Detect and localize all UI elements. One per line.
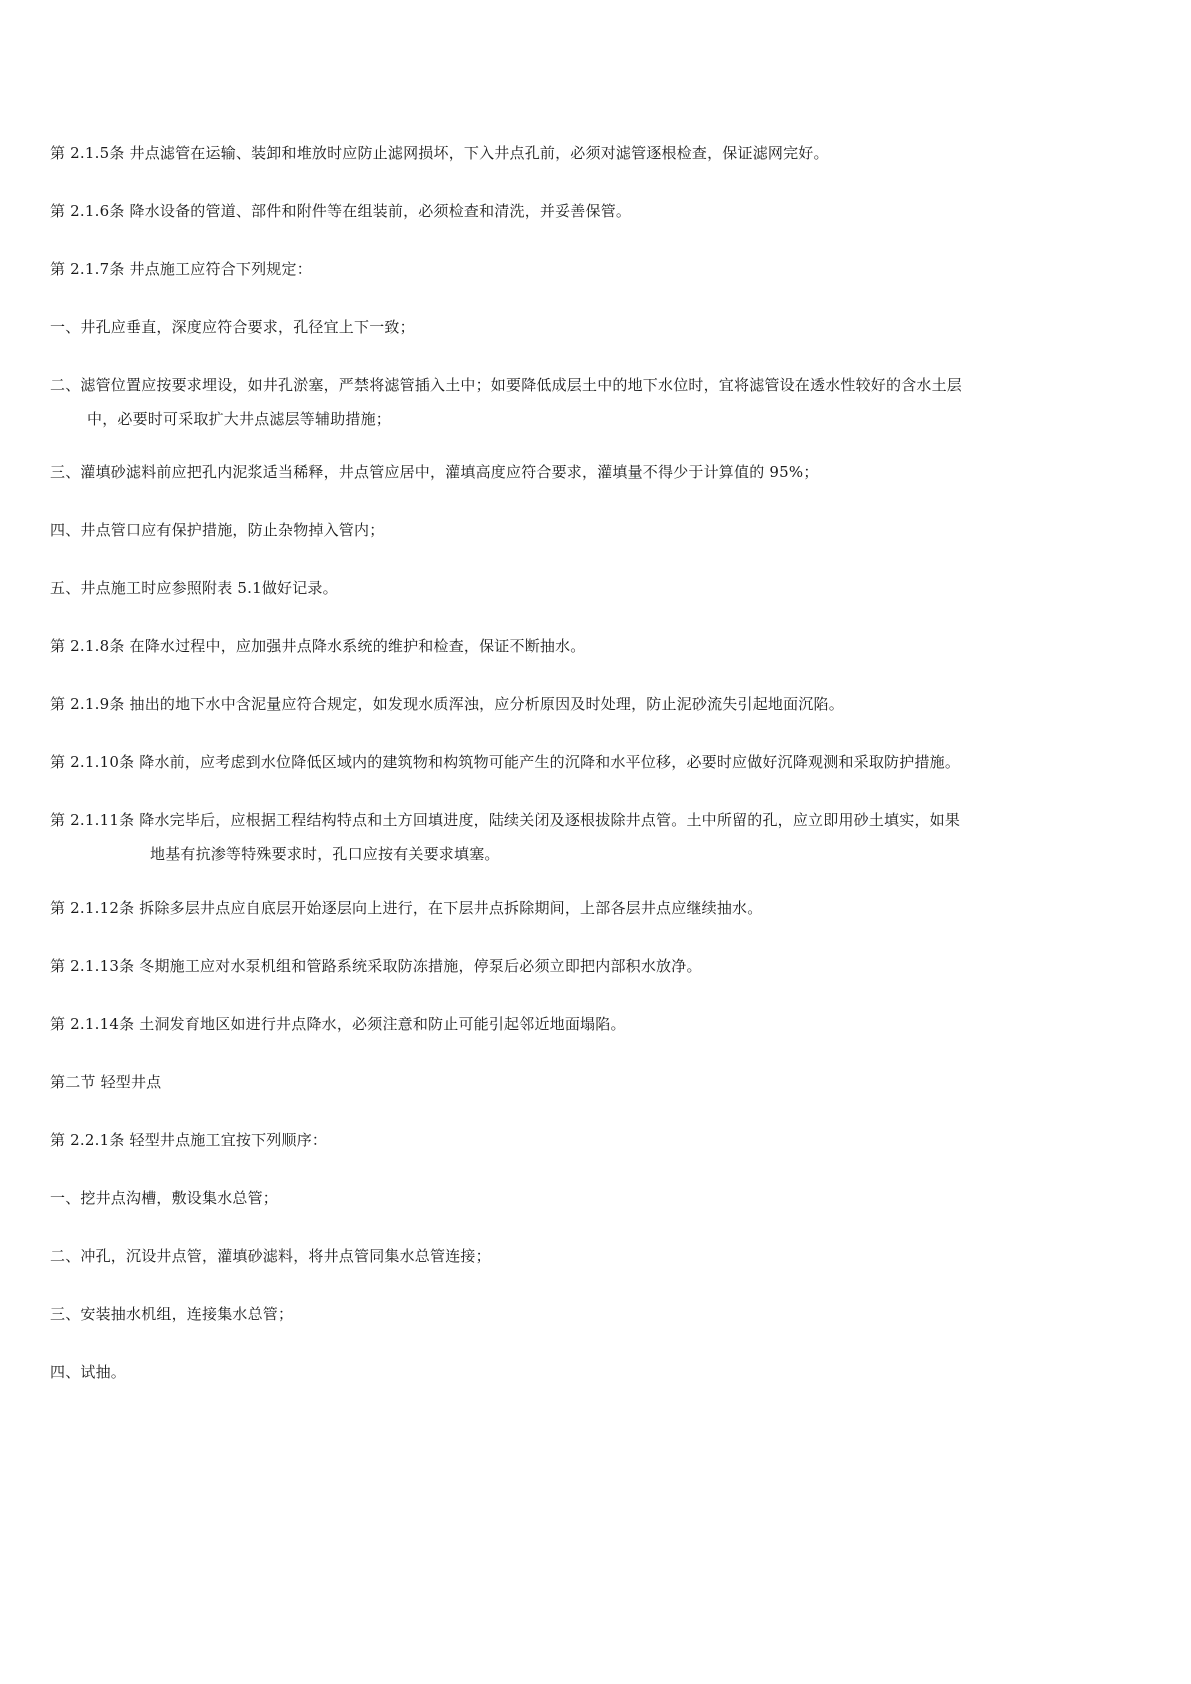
step-item-3: 三、安装抽水机组，连接集水总管； bbox=[50, 1305, 294, 1323]
paragraph-2-1-11 bbox=[50, 803, 1140, 871]
paragraph-2-1-12: 第 2.1.12条 拆除多层井点应自底层开始逐层向上进行，在下层井点拆除期间，上部各层井点应继续抽水。 bbox=[50, 899, 763, 917]
paragraph-2-2-1: 第 2.2.1条 轻型井点施工宜按下列顺序： bbox=[50, 1131, 328, 1149]
paragraph-2-1-11-line1: 第 2.1.11条 降水完毕后，应根据工程结构特点和土方回填进度，陆续关闭及逐根拔除井点管。土中所留的孔，应立即用砂土填实，如果 bbox=[50, 811, 961, 829]
list-item-2-line1: 二、滤管位置应按要求埋设，如井孔淤塞，严禁将滤管插入土中；如要降低成层土中的地下水位时，宜将滤管设在透水性较好的含水土层 bbox=[50, 376, 963, 394]
list-item-5: 五、井点施工时应参照附表 5.1做好记录。 bbox=[50, 579, 338, 597]
list-item-4: 四、井点管口应有保护措施，防止杂物掉入管内； bbox=[50, 521, 385, 539]
list-item-3: 三、灌填砂滤料前应把孔内泥浆适当稀释，井点管应居中，灌填高度应符合要求，灌填量不得少于计算值的 95%； bbox=[50, 463, 819, 481]
paragraph-2-1-5: 第 2.1.5条 井点滤管在运输、装卸和堆放时应防止滤网损坏，下入井点孔前，必须对滤管逐根检查，保证滤网完好。 bbox=[50, 144, 829, 162]
paragraph-2-1-14: 第 2.1.14条 土洞发育地区如进行井点降水，必须注意和防止可能引起邻近地面塌陷。 bbox=[50, 1015, 626, 1033]
paragraph-2-1-6: 第 2.1.6条 降水设备的管道、部件和附件等在组装前，必须检查和清洗，并妥善保管。 bbox=[50, 202, 632, 220]
paragraph-2-1-8: 第 2.1.8条 在降水过程中，应加强井点降水系统的维护和检查，保证不断抽水。 bbox=[50, 637, 586, 655]
step-item-2: 二、冲孔，沉设井点管，灌填砂滤料，将井点管同集水总管连接； bbox=[50, 1247, 491, 1265]
step-item-1: 一、挖井点沟槽，敷设集水总管； bbox=[50, 1189, 279, 1207]
section-heading: 第二节 轻型井点 bbox=[50, 1073, 162, 1091]
paragraph-2-1-11-line2: 地基有抗渗等特殊要求时，孔口应按有关要求填塞。 bbox=[150, 845, 500, 863]
list-item-2-line2: 中，必要时可采取扩大井点滤层等辅助措施； bbox=[87, 410, 392, 428]
paragraph-2-1-7: 第 2.1.7条 井点施工应符合下列规定： bbox=[50, 260, 312, 278]
list-item-1: 一、井孔应垂直，深度应符合要求，孔径宜上下一致； bbox=[50, 318, 415, 336]
list-item-2 bbox=[50, 368, 1140, 436]
paragraph-2-1-10: 第 2.1.10条 降水前，应考虑到水位降低区域内的建筑物和构筑物可能产生的沉降和水平位移，必要时应做好沉降观测和采取防护措施。 bbox=[50, 753, 961, 771]
paragraph-2-1-13: 第 2.1.13条 冬期施工应对水泵机组和管路系统采取防冻措施，停泵后必须立即把内部积水放净。 bbox=[50, 957, 702, 975]
step-item-4: 四、试抽。 bbox=[50, 1363, 127, 1381]
paragraph-2-1-9: 第 2.1.9条 抽出的地下水中含泥量应符合规定，如发现水质浑浊，应分析原因及时处理，防止泥砂流失引起地面沉陷。 bbox=[50, 695, 844, 713]
